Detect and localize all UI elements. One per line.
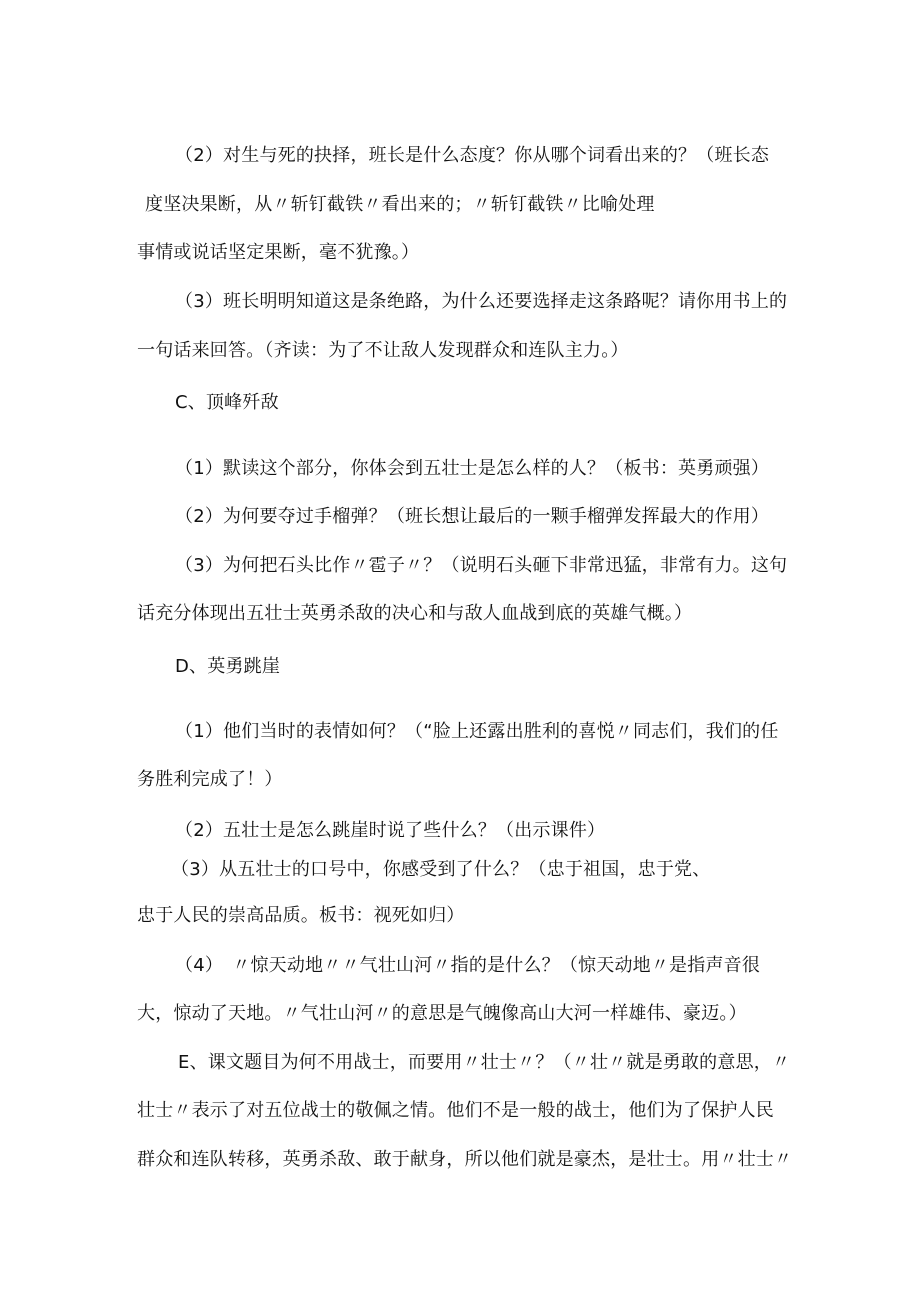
text-line: E、课文题目为何不用战士，而要用〃壮士〃？（〃壮〃就是勇敢的意思，〃 [178, 1052, 791, 1073]
text-line: （2）五壮士是怎么跳崖时说了些什么？（出示课件） [175, 820, 606, 841]
text-line: 群众和连队转移，英勇杀敌、敢于献身，所以他们就是豪杰，是壮士。用〃壮士〃 [137, 1149, 793, 1170]
text-line: 一句话来回答。（齐读：为了不让敌人发现群众和连队主力。） [137, 340, 629, 361]
text-line: 事情或说话坚定果断，毫不犹豫。） [137, 242, 420, 263]
section-heading: C、顶峰歼敌 [175, 392, 279, 413]
text-line: （3）为何把石头比作〃雹子〃？（说明石头砸下非常迅猛，非常有力。这句 [175, 555, 788, 576]
text-line: 大，惊动了天地。〃气壮山河〃的意思是气魄像高山大河一样雄伟、豪迈。） [137, 1003, 747, 1024]
text-line: 忠于人民的崇高品质。板书：视死如归） [137, 905, 465, 926]
text-line: 话充分体现出五壮士英勇杀敌的决心和与敌人血战到底的英雄气概。） [137, 603, 693, 624]
text-line: 务胜利完成了！） [137, 769, 283, 790]
section-heading: D、英勇跳崖 [175, 656, 281, 677]
text-line: （1）他们当时的表情如何？（“脸上还露出胜利的喜悦〃同志们，我们的任 [175, 721, 779, 742]
text-line: （3）班长明明知道这是条绝路，为什么还要选择走这条路呢？请你用书上的 [175, 291, 788, 312]
text-line: （2）为何要夺过手榴弹？（班长想让最后的一颗手榴弹发挥最大的作用） [175, 506, 770, 527]
text-line: 壮士〃表示了对五位战士的敬佩之情。他们不是一般的战士，他们为了保护人民 [137, 1100, 774, 1121]
text-line: （2）对生与死的抉择，班长是什么态度？你从哪个词看出来的？（班长态 [175, 145, 770, 166]
text-line: （1）默读这个部分，你体会到五壮士是怎么样的人？（板书：英勇顽强） [175, 458, 770, 479]
text-line: （4） 〃惊天动地〃〃气壮山河〃指的是什么？（惊天动地〃是指声音很 [175, 955, 761, 976]
text-line: 度坚决果断，从〃斩钉截铁〃看出来的；〃斩钉截铁〃比喻处理 [145, 194, 655, 215]
text-line: （3）从五壮士的口号中，你感受到了什么？（忠于祖国，忠于党、 [171, 859, 711, 880]
